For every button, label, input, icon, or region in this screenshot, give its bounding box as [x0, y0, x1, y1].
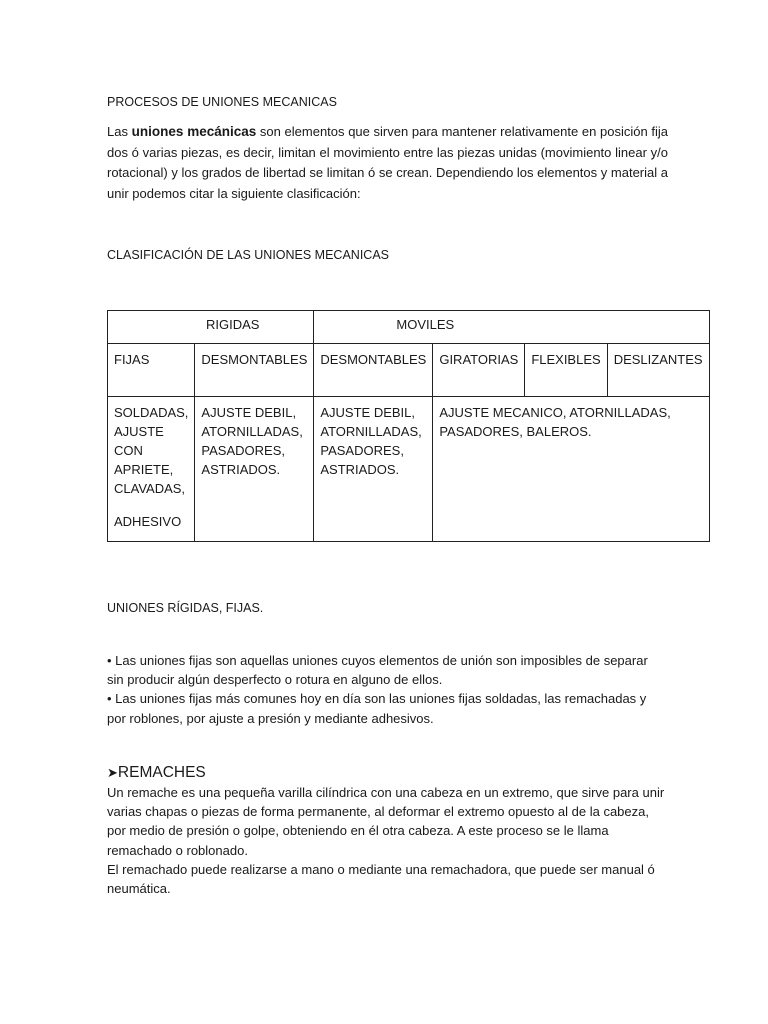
remaches-paragraph: Un remache es una pequeña varilla cilíndrica con una cabeza en un extremo, que sirve para unir varias chapas o piezas de forma permanente, al deformar el extremo opuesto al de la cabeza, por medio de presión o golpe, obteniendo en él otra cabeza. A este proceso se le llama remachado o roblonado.	[107, 785, 665, 858]
intro-paragraph	[107, 122, 668, 204]
classification-table	[107, 310, 710, 542]
intro-prefix: Las	[107, 124, 128, 139]
table-row	[108, 397, 710, 542]
cell-fijas-adhesivo: ADHESIVO	[114, 514, 182, 529]
remaches-title: REMACHES	[117, 764, 206, 781]
cell-moviles-rest: AJUSTE MECANICO, ATORNILLADAS, PASADORES, BALEROS.	[433, 397, 709, 542]
table-subheader-row	[108, 344, 710, 397]
subheader-deslizantes: DESLIZANTES	[607, 344, 709, 397]
cell-fijas	[108, 397, 195, 542]
document-title: PROCESOS DE UNIONES MECANICAS	[107, 95, 337, 109]
bullet-item: • Las uniones fijas son aquellas uniones cuyos elementos de unión son imposibles de separar sin producir algún desperfecto o rotura en alguno de ellos.	[107, 653, 648, 688]
intro-rest: son elementos que sirven para mantener relativamente en posición fija dos ó varias piezas, es decir, limitan el movimiento entre las piezas unidas (movimiento linear y/o rotacional) y los grados de libertad se limitan ó se crean. Dependiendo los elementos y material a unir podemos citar la siguiente clasificación:	[107, 124, 668, 201]
remaches-heading	[107, 764, 206, 782]
remaches-body	[107, 783, 667, 898]
arrow-bullet-icon: ➤	[107, 765, 118, 780]
subheader-fijas: FIJAS	[108, 344, 195, 397]
cell-desmontables-moviles: AJUSTE DEBIL, ATORNILLADAS, PASADORES, ASTRIADOS.	[314, 397, 433, 542]
header-rigidas: RIGIDAS	[108, 311, 314, 344]
subheader-giratorias: GIRATORIAS	[433, 344, 525, 397]
cell-desmontables-rigidas: AJUSTE DEBIL, ATORNILLADAS, PASADORES, ASTRIADOS.	[195, 397, 314, 542]
cell-fijas-text: SOLDADAS, AJUSTE CON APRIETE, CLAVADAS,	[114, 405, 189, 496]
section-fijas-title: UNIONES RÍGIDAS, FIJAS.	[107, 601, 264, 615]
subheader-flexibles: FLEXIBLES	[525, 344, 607, 397]
subheader-desmontables-rigidas: DESMONTABLES	[195, 344, 314, 397]
classification-title: CLASIFICACIÓN DE LAS UNIONES MECANICAS	[107, 248, 390, 262]
header-moviles: MOVILES	[314, 311, 709, 344]
intro-bold-term: uniones mecánicas	[131, 124, 257, 139]
section-fijas-bullets	[107, 651, 667, 728]
subheader-desmontables-moviles: DESMONTABLES	[314, 344, 433, 397]
remaches-paragraph: El remachado puede realizarse a mano o mediante una remachadora, que puede ser manual ó neumática.	[107, 861, 655, 897]
bullet-item: • Las uniones fijas más comunes hoy en día son las uniones fijas soldadas, las remachadas y por roblones, por ajuste a presión y mediante adhesivos.	[107, 691, 647, 726]
table-header-row	[108, 311, 710, 344]
